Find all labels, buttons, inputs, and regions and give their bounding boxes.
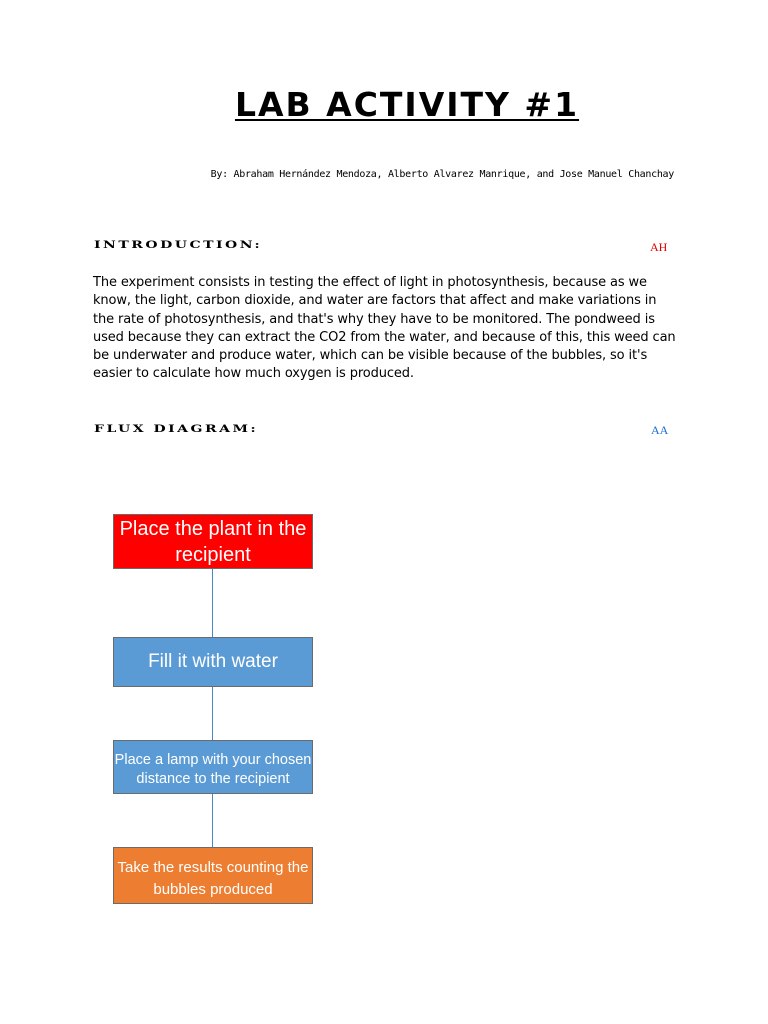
flow-connector (212, 687, 213, 740)
flow-step-label: Place the plant in the recipient (119, 517, 307, 566)
flow-connector (212, 794, 213, 847)
page-title: LAB ACTIVITY #1 (234, 85, 580, 124)
flow-step-place-plant (113, 514, 313, 569)
introduction-paragraph: The experiment consists in testing the effect of light in photosynthesis, because as we know, the light, carbon dioxide, and water are factors that affect and make variations in the rate of photosynthesis, and that's why they have to be monitored. The pondweed is used because they can extract the CO2 from the water, and because of this, this weed can be underwater and produce water, which can be visible because of the bubbles, so it's easier to calculate how much oxygen is produced. (93, 275, 676, 382)
introduction-heading: INTRODUCTION: (94, 239, 263, 251)
flow-step-label: Take the results counting the bubbles produced (117, 859, 309, 898)
flow-connector (212, 569, 213, 637)
flux-diagram-heading: FLUX DIAGRAM: (94, 423, 259, 435)
flow-step-take-results (113, 847, 313, 904)
authors-byline: By: Abraham Hernández Mendoza, Alberto Alvarez Manrique, and Jose Manuel Chanchay (210, 169, 674, 180)
flow-step-place-lamp (113, 740, 313, 794)
flow-step-fill-water (113, 637, 313, 687)
introduction-annotation: AH (650, 240, 668, 254)
flux-diagram-annotation: AA (651, 423, 669, 437)
flow-step-label: Place a lamp with your chosen distance to the recipient (114, 752, 312, 787)
flow-step-label: Fill it with water (148, 651, 278, 672)
